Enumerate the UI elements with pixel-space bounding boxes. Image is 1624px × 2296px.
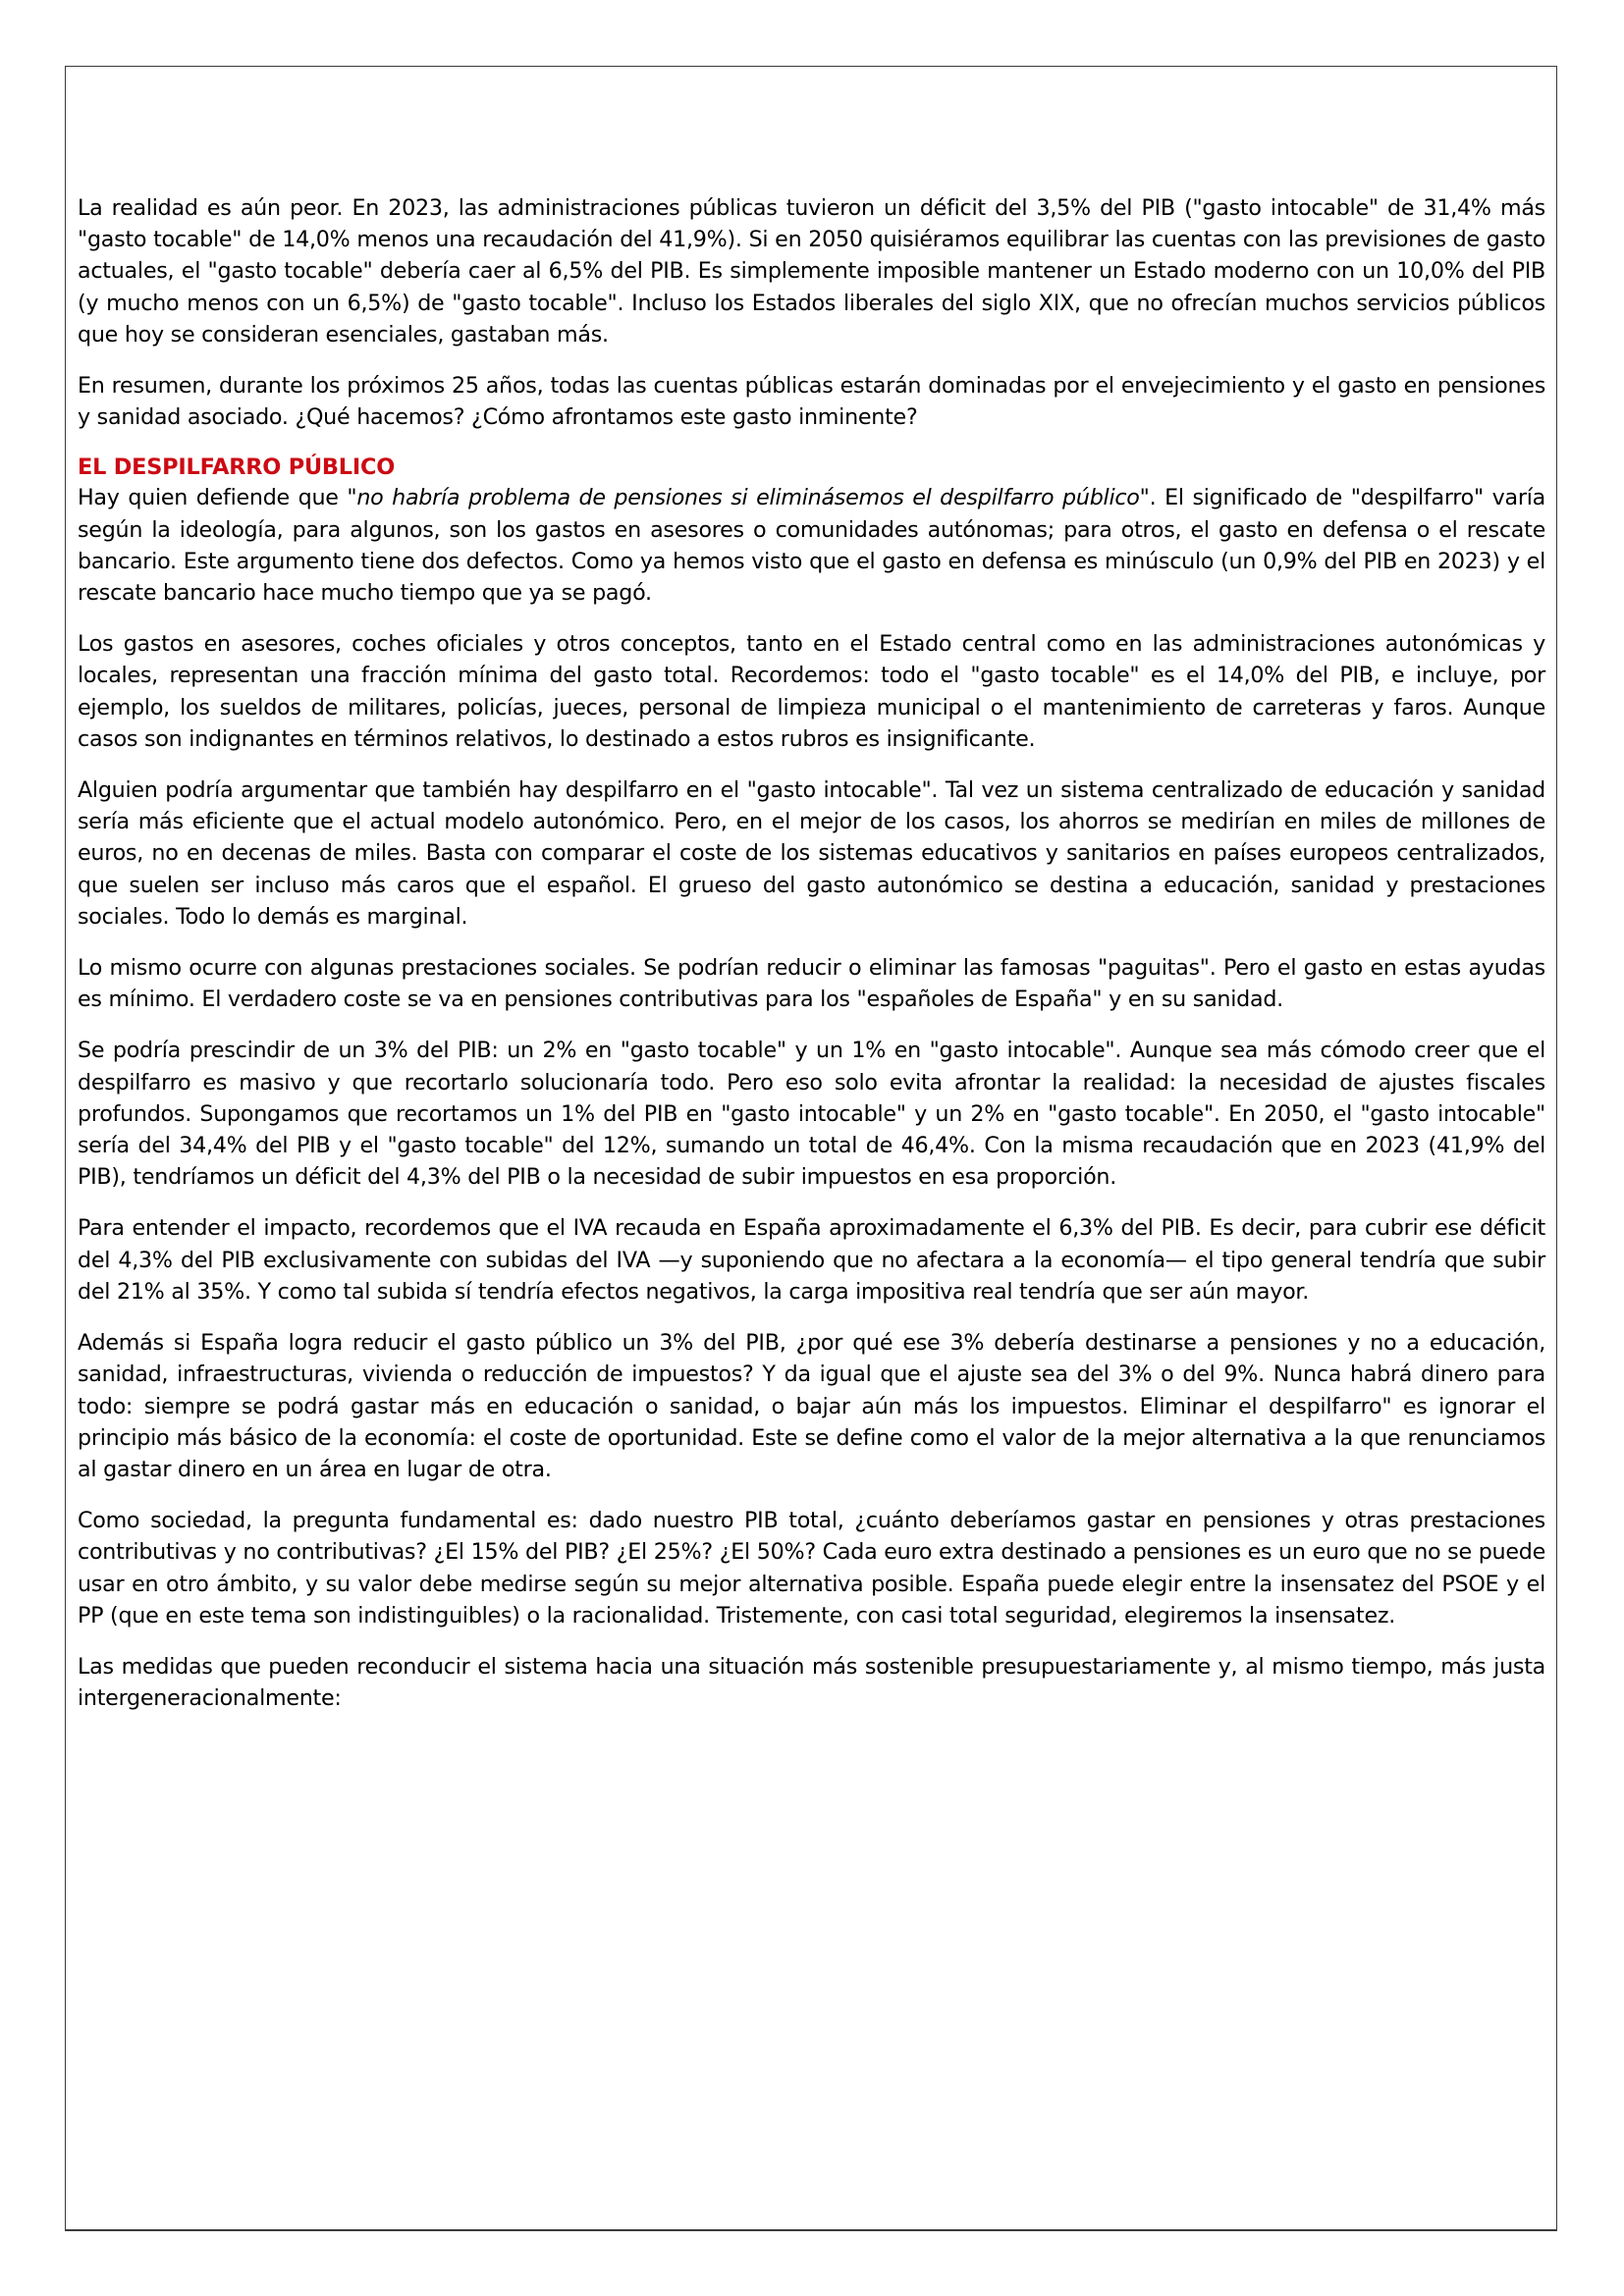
paragraph-resumen-envejecimiento: En resumen, durante los próximos 25 años, todas las cuentas públicas estarán dominadas por el envejecimiento y el gasto en pensiones y sanidad asociado. ¿Qué hacemos? ¿Cómo afrontamos este gasto inminente? bbox=[78, 373, 1545, 431]
paragraph-despilfarro-intro bbox=[78, 482, 1545, 609]
paragraph-realidad-deficit: La realidad es aún peor. En 2023, las administraciones públicas tuvieron un déficit del 3,5% del PIB ("gasto intocable" de 31,4% más "gasto tocable" de 14,0% menos una recaudación del 41,9%). Si en 2050 quisiéramos equilibrar las cuentas con las previsiones de gasto actuales, el "gasto tocable" debería caer al 6,5% del PIB. Es simplemente imposible mantener un Estado moderno con un 10,0% del PIB (y mucho menos con un 6,5%) de "gasto tocable". Incluso los Estados liberales del siglo XIX, que no ofrecían muchos servicios públicos que hoy se consideran esenciales, gastaban más. bbox=[78, 195, 1545, 347]
paragraph-prestaciones-sociales: Lo mismo ocurre con algunas prestaciones sociales. Se podrían reducir o eliminar las famosas "paguitas". Pero el gasto en estas ayudas es mínimo. El verdadero coste se va en pensiones contributivas para los "españoles de España" y en su sanidad. bbox=[78, 955, 1545, 1013]
paragraph-prescindir-3-por-ciento: Se podría prescindir de un 3% del PIB: un 2% en "gasto tocable" y un 1% en "gasto intocable". Aunque sea más cómodo creer que el despilfarro es masivo y que recortarlo solucionaría todo. Pero eso solo evita afrontar la realidad: la necesidad de ajustes fiscales profundos. Supongamos que recortamos un 1% del PIB en "gasto intocable" y un 2% en "gasto tocable". En 2050, el "gasto intocable" sería del 34,4% del PIB y el "gasto tocable" del 12%, sumando un total de 46,4%. Con la misma recaudación que en 2023 (41,9% del PIB), tendríamos un déficit del 4,3% del PIB o la necesidad de subir impuestos en esa proporción. bbox=[78, 1038, 1545, 1191]
paragraph-coste-oportunidad: Además si España logra reducir el gasto público un 3% del PIB, ¿por qué ese 3% debería destinarse a pensiones y no a educación, sanidad, infraestructuras, vivienda o reducción de impuestos? Y da igual que el ajuste sea del 3% o del 9%. Nunca habrá dinero para todo: siempre se podrá gastar más en educación o sanidad, o bajar aún más los impuestos. Eliminar el despilfarro" es ignorar el principio más básico de la economía: el coste de oportunidad. Este se define como el valor de la mejor alternativa a la que renunciamos al gastar dinero en un área en lugar de otra. bbox=[78, 1330, 1545, 1482]
paragraph-medidas-intro: Las medidas que pueden reconducir el sistema hacia una situación más sostenible presupuestariamente y, al mismo tiempo, más justa intergeneracionalmente: bbox=[78, 1653, 1545, 1712]
paragraph-pregunta-fundamental: Como sociedad, la pregunta fundamental es: dado nuestro PIB total, ¿cuánto deberíamos gastar en pensiones y otras prestaciones contributivas y no contributivas? ¿El 15% del PIB? ¿El 25%? ¿El 50%? Cada euro extra destinado a pensiones es un euro que no se puede usar en otro ámbito, y su valor debe medirse según su mejor alternativa posible. España puede elegir entre la insensatez del PSOE y el PP (que en este tema son indistinguibles) o la racionalidad. Tristemente, con casi total seguridad, elegiremos la insensatez. bbox=[78, 1508, 1545, 1629]
section-heading-despilfarro: EL DESPILFARRO PÚBLICO bbox=[78, 454, 396, 481]
intro-quote-italic: no habría problema de pensiones si eliminásemos el despilfarro público bbox=[356, 485, 1140, 511]
paragraph-asesores-coches: Los gastos en asesores, coches oficiales y otros conceptos, tanto en el Estado central como en las administraciones autonómicas y locales, representan una fracción mínima del gasto total. Recordemos: todo el "gasto tocable" es el 14,0% del PIB, e incluye, por ejemplo, los sueldos de militares, policías, jueces, personal de limpieza municipal o el mantenimiento de carreteras y faros. Aunque casos son indignantes en términos relativos, lo destinado a estos rubros es insignificante. bbox=[78, 631, 1545, 752]
intro-text-before-quote: Hay quien defiende que " bbox=[78, 485, 357, 511]
intro-text-after-quote: ". El significado de "despilfarro" varía según la ideología, para algunos, son los gastos en asesores o comunidades autónomas; para otros, el gasto en defensa o el rescate bancario. Este argumento tiene dos defectos. Como ya hemos visto que el gasto en defensa es minúsculo (un 0,9% del PIB en 2023) y el rescate bancario hace mucho tiempo que ya se pagó. bbox=[78, 485, 1546, 607]
document-body bbox=[78, 192, 1545, 1714]
paragraph-gasto-intocable-despilfarro: Alguien podría argumentar que también hay despilfarro en el "gasto intocable". Tal vez un sistema centralizado de educación y sanidad sería más eficiente que el actual modelo autonómico. Pero, en el mejor de los casos, los ahorros se medirían en miles de millones de euros, no en decenas de miles. Basta con comparar el coste de los sistemas educativos y sanitarios en países europeos centralizados, que suelen ser incluso más caros que el español. El grueso del gasto autonómico se destina a educación, sanidad y prestaciones sociales. Todo lo demás es marginal. bbox=[78, 777, 1545, 930]
paragraph-iva-impacto: Para entender el impacto, recordemos que el IVA recauda en España aproximadamente el 6,3% del PIB. Es decir, para cubrir ese déficit del 4,3% del PIB exclusivamente con subidas del IVA —y suponiendo que no afectara a la economía— el tipo general tendría que subir del 21% al 35%. Y como tal subida sí tendría efectos negativos, la carga impositiva real tendría que ser aún mayor. bbox=[78, 1215, 1545, 1305]
